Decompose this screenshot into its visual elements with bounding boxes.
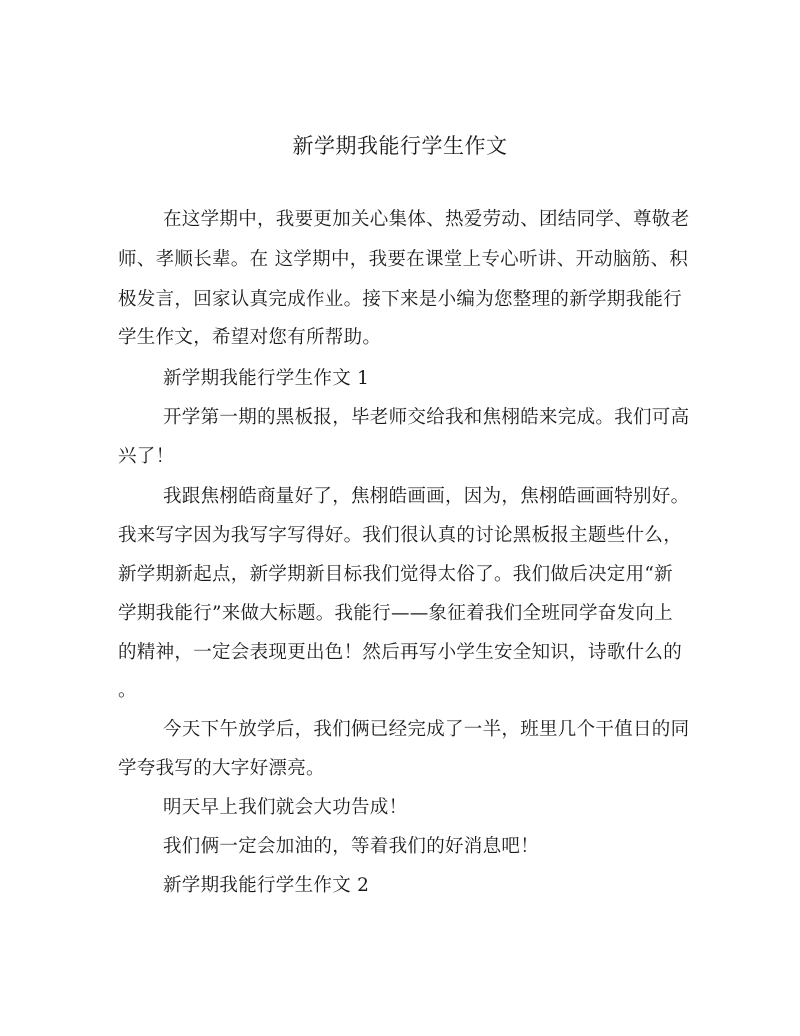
paragraph-3-line-1: 今天下午放学后，我们俩已经完成了一半，班里几个干值日的同 xyxy=(163,719,690,740)
page-title: 新学期我能行学生作文 xyxy=(292,134,508,158)
paragraph-2-line-5: 的精神，一定会表现更出色！然后再写小学生安全知识，诗歌什么的 xyxy=(118,642,683,663)
section-heading-2: 新学期我能行学生作文 2 xyxy=(163,875,370,896)
paragraph-2-line-6: 。 xyxy=(118,680,137,701)
paragraph-2-line-4: 学期我能行”来做大标题。我能行——象征着我们全班同学奋发向上 xyxy=(118,603,673,624)
paragraph-3-line-2: 学夸我写的大字好漂亮。 xyxy=(118,758,325,779)
paragraph-1-line-2: 兴了！ xyxy=(118,446,175,467)
paragraph-1-line-1: 开学第一期的黑板报，毕老师交给我和焦栩皓来完成。我们可高 xyxy=(163,407,690,428)
paragraph-2-line-2: 我来写字因为我写字写得好。我们很认真的讨论黑板报主题些什么， xyxy=(118,525,683,546)
intro-paragraph-line-3: 极发言，回家认真完成作业。接下来是小编为您整理的新学期我能行 xyxy=(118,289,683,310)
intro-paragraph-line-2: 师、孝顺长辈。在 这学期中，我要在课堂上专心听讲、开动脑筋、积 xyxy=(118,249,689,270)
intro-paragraph-line-4: 学生作文，希望对您有所帮助。 xyxy=(118,327,382,348)
intro-paragraph-line-1: 在这学期中，我要更加关心集体、热爱劳动、团结同学、尊敬老 xyxy=(163,209,690,230)
paragraph-4-line-1: 明天早上我们就会大功告成！ xyxy=(163,797,408,818)
paragraph-2-line-1: 我跟焦栩皓商量好了，焦栩皓画画，因为，焦栩皓画画特别好。 xyxy=(163,486,690,507)
section-heading-1: 新学期我能行学生作文 1 xyxy=(163,368,370,389)
paragraph-2-line-3: 新学期新起点，新学期新目标我们觉得太俗了。我们做后决定用“新 xyxy=(118,564,673,585)
paragraph-5-line-1: 我们俩一定会加油的，等着我们的好消息吧！ xyxy=(163,836,540,857)
